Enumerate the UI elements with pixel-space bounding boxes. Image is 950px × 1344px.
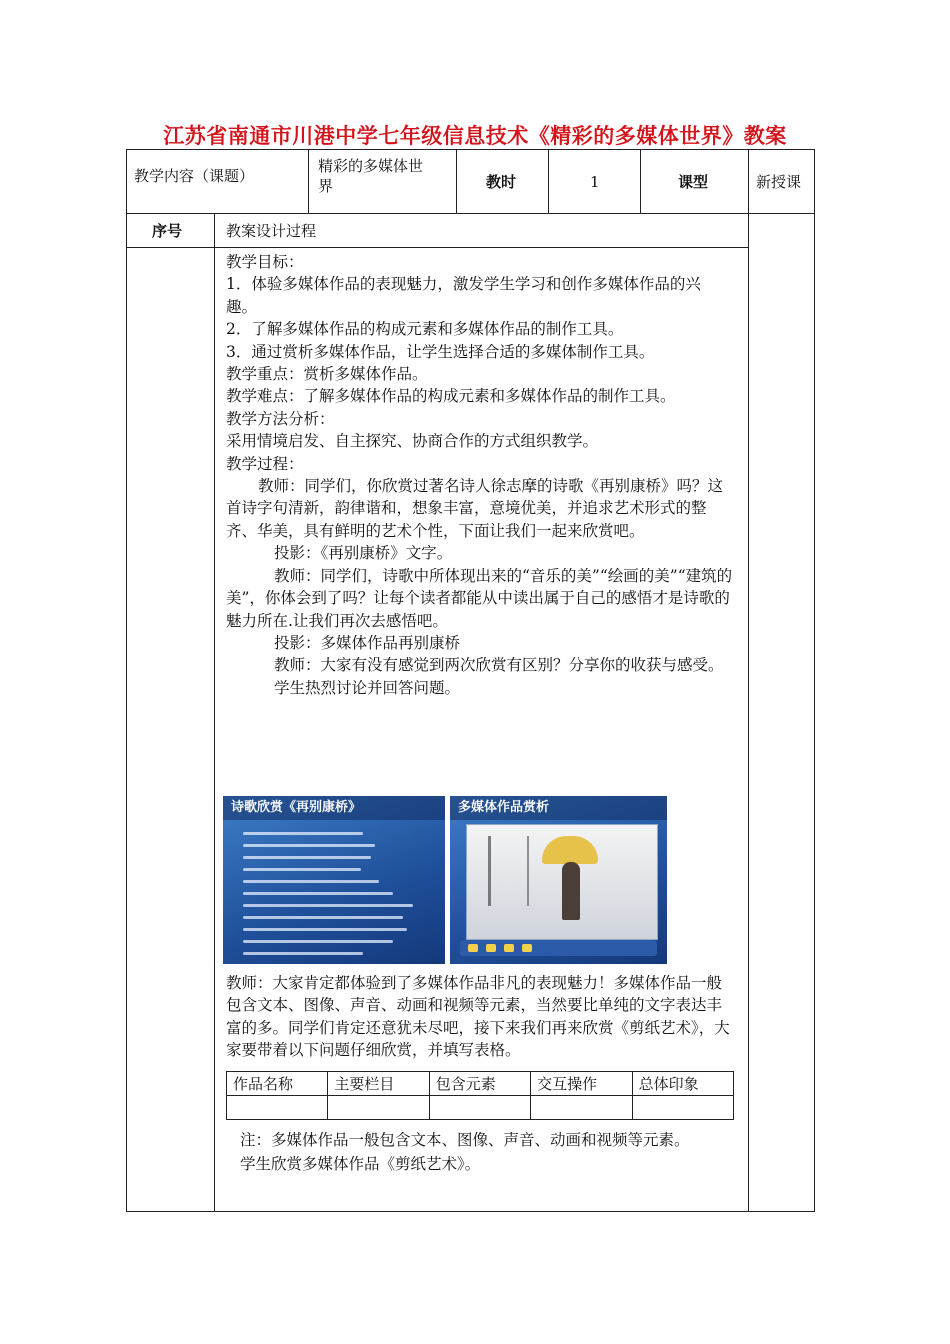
poem-text-line [243, 940, 393, 943]
note: 注：多媒体作品一般包含文本、图像、声音、动画和视频等元素。 [240, 1131, 690, 1149]
header-impression: 总体印象 [632, 1072, 733, 1096]
students-discuss: 学生热烈讨论并回答问题。 [274, 678, 461, 697]
col3-right [548, 149, 549, 213]
poem-text-line [243, 892, 393, 895]
fill-in-cell[interactable] [429, 1096, 530, 1120]
hours-value: 1 [590, 173, 600, 191]
poem-text-line [243, 952, 363, 955]
control-button[interactable] [522, 944, 532, 952]
after-table [240, 1128, 690, 1176]
poem-text-line [243, 928, 407, 931]
person-figure [562, 862, 580, 920]
fill-in-table-row [227, 1096, 734, 1120]
poem-text-line [243, 904, 413, 907]
player-controls-bar[interactable] [460, 940, 657, 956]
col4-right [640, 149, 641, 213]
poem-text-line [243, 880, 379, 883]
multimedia-screenshot [450, 796, 667, 964]
poem-screenshot [223, 796, 445, 964]
teacher-paragraph-4: 教师：大家肯定都体验到了多媒体作品非凡的表现魅力！多媒体作品一般包含文本、图像、声音、动画和视频等元素，当然要比单纯的文字表达丰富的多。同学们肯定还意犹未尽吧，接下来我们再来欣赏《剪纸艺术》，大家要带着以下问题仔细欣赏，并填写表格。 [226, 974, 730, 1060]
type-label: 课型 [678, 173, 709, 191]
header-elements: 包含元素 [429, 1072, 530, 1096]
poem-text-line [243, 844, 375, 847]
key-point: 教学重点：赏析多媒体作品。 [226, 365, 428, 384]
projection-2: 投影：多媒体作品再别康桥 [274, 633, 461, 652]
row1-bottom [126, 213, 815, 214]
process-label: 教案设计过程 [226, 222, 317, 240]
seq-label: 序号 [152, 222, 183, 240]
col-seq-right [214, 213, 215, 1212]
content-label: 教学内容（课题） [134, 167, 255, 185]
projection-1: 投影：《再别康桥》文字。 [274, 544, 453, 563]
fill-in-table [226, 1071, 734, 1120]
table-border-top [126, 149, 815, 150]
col-process-right [748, 149, 749, 1212]
poem-text-line [243, 832, 363, 835]
goals-heading: 教学目标： [226, 253, 304, 271]
poem-text-line [243, 856, 371, 859]
lesson-body [226, 251, 736, 699]
teacher-paragraph-1: 教师：同学们，你欣赏过著名诗人徐志摩的诗歌《再别康桥》吗？这首诗字句清新，韵律谐和，想象丰富，意境优美，并追求艺术形式的整齐、华美，具有鲜明的艺术个性，下面让我们一起来欣赏吧。 [226, 477, 724, 540]
teacher-paragraph-2: 教师：同学们，诗歌中所体现出来的“音乐的美”“绘画的美”“建筑的美”，你体会到了吗？让每个读者都能从中读出属于自己的感悟才是诗歌的魅力所在.让我们再次去感悟吧。 [226, 566, 733, 630]
fill-in-table-header [227, 1072, 734, 1096]
header-interaction: 交互操作 [531, 1072, 632, 1096]
method-heading: 教学方法分析： [226, 409, 335, 428]
header-work-name: 作品名称 [227, 1072, 328, 1096]
type-value: 新授课 [756, 173, 802, 191]
control-button[interactable] [468, 944, 478, 952]
method: 采用情境启发、自主探究、协商合作的方式组织教学。 [226, 432, 599, 451]
table-border-bottom [126, 1211, 815, 1212]
goal-3: 3．通过赏析多媒体作品，让学生选择合适的多媒体制作工具。 [226, 342, 655, 361]
control-button[interactable] [504, 944, 514, 952]
fill-in-cell[interactable] [328, 1096, 429, 1120]
hours-label: 教时 [486, 173, 517, 191]
goal-1-line1: 1．体验多媒体作品的表现魅力，激发学生学习和创作多媒体作品的兴 [226, 275, 701, 294]
table-border-left [126, 149, 127, 1212]
control-button[interactable] [486, 944, 496, 952]
calligraphy-strokes [488, 836, 529, 906]
goal-2: 2．了解多媒体作品的构成元素和多媒体作品的制作工具。 [226, 320, 624, 339]
difficulty: 教学难点：了解多媒体作品的构成元素和多媒体作品的制作工具。 [226, 387, 676, 406]
teacher-paragraph-4-wrap [226, 972, 736, 1062]
fill-in-cell[interactable] [227, 1096, 328, 1120]
multimedia-screenshot-title: 多媒体作品赏析 [450, 796, 667, 820]
content-value-line2: 界 [318, 177, 334, 195]
fill-in-cell[interactable] [632, 1096, 733, 1120]
process-heading: 教学过程： [226, 454, 304, 473]
row2-bottom [126, 247, 748, 248]
students-appreciate: 学生欣赏多媒体作品《剪纸艺术》。 [240, 1155, 481, 1173]
table-border-right [814, 149, 815, 1212]
col2-right [456, 149, 457, 213]
content-value-line1: 精彩的多媒体世 [318, 157, 424, 175]
poem-text-line [243, 868, 361, 871]
document-title: 江苏省南通市川港中学七年级信息技术《精彩的多媒体世界》教案 [163, 124, 787, 148]
col1-right [308, 149, 309, 213]
header-main-sections: 主要栏目 [328, 1072, 429, 1096]
fill-in-cell[interactable] [531, 1096, 632, 1120]
content-value [318, 156, 423, 196]
poem-screenshot-title: 诗歌欣赏《再别康桥》 [223, 796, 445, 820]
teacher-paragraph-3: 教师：大家有没有感觉到两次欣赏有区别？分享你的收获与感受。 [274, 656, 724, 675]
goal-1-line2: 趣。 [226, 297, 258, 316]
poem-text-line [243, 916, 403, 919]
